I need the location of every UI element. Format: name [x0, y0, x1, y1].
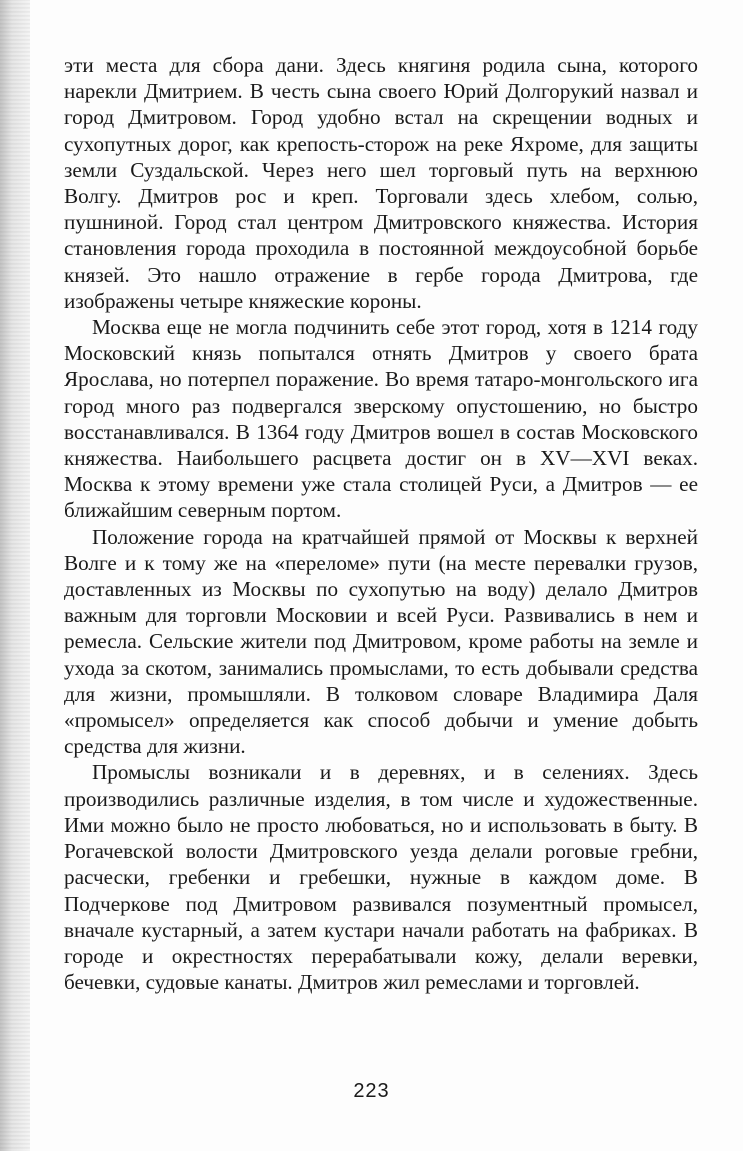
paragraph-4: Промыслы возникали и в деревнях, и в селениях. Здесь производились различные изделия, в том числе и художественные. Ими можно было не просто любоваться, но и использовать в быту. В Рогачевской волости Дмитровского уезда делали роговые гребни, расчески, гребенки и гребешки, нужные в каждом доме. В Подчеркове под Дмитровом развивался позументный промысел, вначале кустарный, а затем кустари начали работать на фабриках. В городе и окрестностях перерабатывали кожу, делали веревки, бечевки, судовые канаты. Дмитров жил ремеслами и торговлей.	[64, 760, 698, 995]
page-gutter-shadow	[0, 0, 30, 1151]
paragraph-1: эти места для сбора дани. Здесь княгиня родила сына, которого нарекли Дмитрием. В честь сына своего Юрий Долгорукий назвал и город Дмитровом. Город удобно встал на скрещении водных и сухопутных дорог, как крепость-сторож на реке Яхроме, для защиты земли Суздальской. Через него шел торговый путь на верхнюю Волгу. Дмитров рос и креп. Торговали здесь хлебом, солью, пушниной. Город стал центром Дмитровского княжества. История становления города проходила в постоянной междоусобной борьбе князей. Это нашло отражение в гербе города Дмитрова, где изображены четыре княжеские короны.	[64, 53, 698, 313]
page-number: 223	[353, 1080, 390, 1102]
body-text	[64, 52, 698, 995]
paragraph-2: Москва еще не могла подчинить себе этот город, хотя в 1214 году Московский князь попытался отнять Дмитров у своего брата Ярослава, но потерпел поражение. Во время татаро-монгольского ига город много раз подвергался зверскому опустошению, но быстро восстанавливался. В 1364 году Дмитров вошел в состав Московского княжества. Наибольшего расцвета достиг он в XV—XVI веках. Москва к этому времени уже стала столицей Руси, а Дмитров — ее ближайшим северным портом.	[64, 315, 698, 523]
paragraph-3: Положение города на кратчайшей прямой от Москвы к верхней Волге и к тому же на «переломе» пути (на месте перевалки грузов, доставленных из Москвы по сухопутью на воду) делало Дмитров важным для торговли Московии и всей Руси. Развивались в нем и ремесла. Сельские жители под Дмитровом, кроме работы на земле и ухода за скотом, занимались промыслами, то есть добывали средства для жизни, промышляли. В толковом словаре Владимира Даля «промысел» определяется как способ добычи и умение добыть средства для жизни.	[64, 524, 698, 759]
